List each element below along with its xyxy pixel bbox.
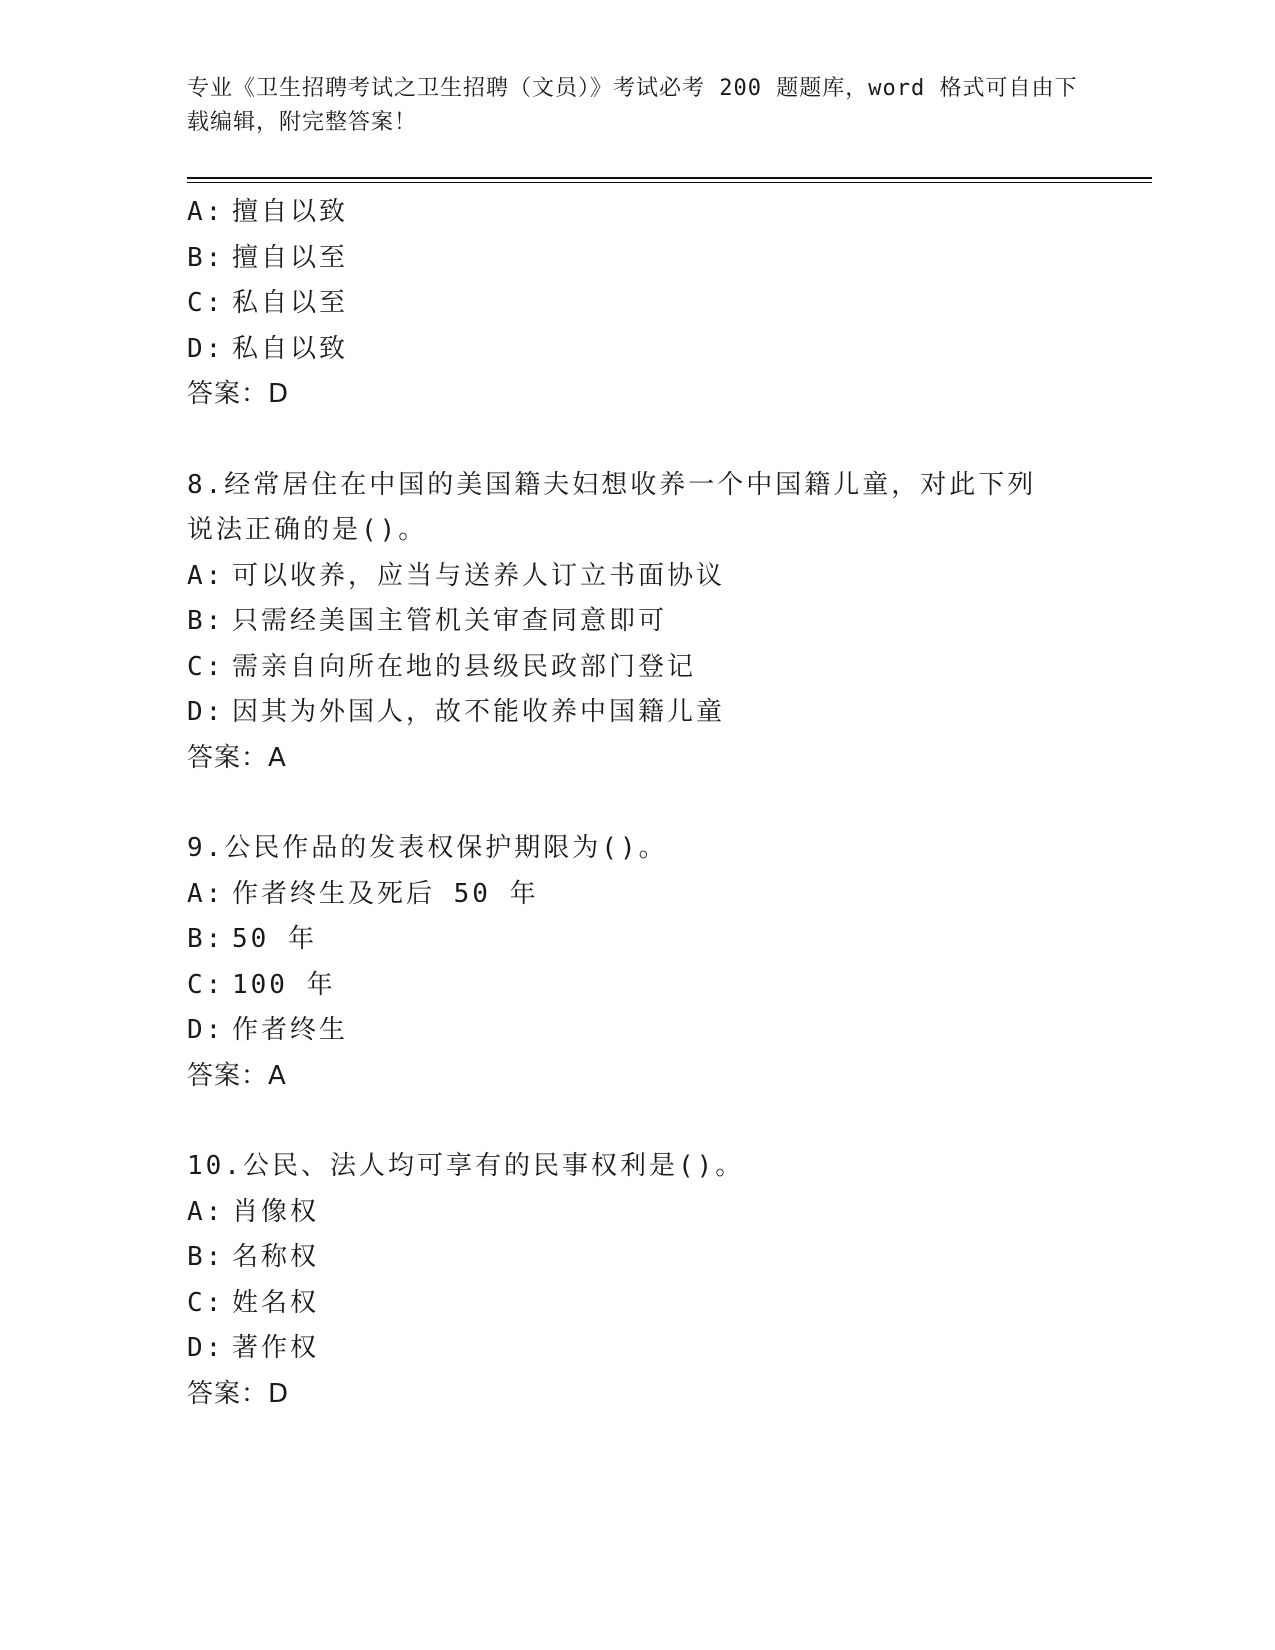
option-c <box>187 1281 1127 1327</box>
option-b <box>187 599 1127 645</box>
header-rule-thin <box>187 182 1152 183</box>
question-10 <box>187 1144 1127 1417</box>
option-d <box>187 1326 1127 1372</box>
option-d <box>187 1008 1127 1054</box>
answer-line: 答案：D <box>187 379 290 409</box>
option-a <box>187 554 1127 600</box>
option-label: D: <box>187 1015 225 1045</box>
option-label: A: <box>187 197 225 227</box>
option-c <box>187 645 1127 691</box>
question-list <box>187 190 1127 1417</box>
question-9 <box>187 826 1127 1099</box>
option-c <box>187 281 1127 327</box>
option-text: 著作权 <box>232 1333 320 1363</box>
option-label: C: <box>187 969 225 1000</box>
option-b <box>187 917 1127 963</box>
option-label: A: <box>187 560 225 591</box>
option-text: 因其为外国人，故不能收养中国籍儿童 <box>232 697 726 727</box>
option-b <box>187 236 1127 282</box>
option-label: D: <box>187 333 225 364</box>
option-label: B: <box>187 924 225 954</box>
option-a <box>187 1190 1127 1236</box>
option-label: D: <box>187 1333 225 1363</box>
question-text: 8.经常居住在中国的美国籍夫妇想收养一个中国籍儿童，对此下列说法正确的是()。 <box>187 469 1037 545</box>
option-label: A: <box>187 1196 225 1227</box>
option-text: 可以收养，应当与送养人订立书面协议 <box>232 560 726 591</box>
option-a <box>187 190 1127 236</box>
option-text: 名称权 <box>232 1242 320 1272</box>
option-text: 擅自以致 <box>232 197 349 227</box>
option-d <box>187 690 1127 736</box>
option-c <box>187 963 1127 1009</box>
option-b <box>187 1235 1127 1281</box>
option-label: C: <box>187 651 225 682</box>
option-label: C: <box>187 288 225 318</box>
question-7 <box>187 190 1127 418</box>
question-text: 10.公民、法人均可享有的民事权利是()。 <box>187 1151 745 1181</box>
option-text: 肖像权 <box>232 1196 320 1227</box>
option-a <box>187 872 1127 918</box>
option-text: 需亲自向所在地的县级民政部门登记 <box>232 651 697 682</box>
option-label: B: <box>187 242 225 273</box>
option-text: 擅自以至 <box>232 242 349 273</box>
option-label: B: <box>187 606 225 636</box>
option-text: 姓名权 <box>232 1287 320 1318</box>
option-text: 私自以致 <box>232 333 349 364</box>
option-label: A: <box>187 878 225 909</box>
question-text: 9.公民作品的发表权保护期限为()。 <box>187 833 668 863</box>
option-text: 作者终生及死后 50 年 <box>232 878 539 909</box>
option-text: 私自以至 <box>232 288 349 318</box>
option-label: B: <box>187 1242 225 1272</box>
option-text: 只需经美国主管机关审查同意即可 <box>232 606 668 636</box>
option-text: 100 年 <box>232 969 336 1000</box>
header-rule-thick <box>187 177 1152 179</box>
option-label: D: <box>187 697 225 727</box>
answer-line: 答案：D <box>187 1378 290 1409</box>
option-text: 作者终生 <box>232 1015 349 1045</box>
document-header: 专业《卫生招聘考试之卫生招聘（文员）》考试必考 200 题题库，word 格式可自由下载编辑，附完整答案！ <box>187 76 1078 135</box>
option-d <box>187 327 1127 373</box>
answer-line: 答案：A <box>187 1060 287 1091</box>
option-label: C: <box>187 1287 225 1318</box>
question-8 <box>187 463 1127 782</box>
option-text: 50 年 <box>232 924 317 954</box>
answer-line: 答案：A <box>187 742 287 773</box>
